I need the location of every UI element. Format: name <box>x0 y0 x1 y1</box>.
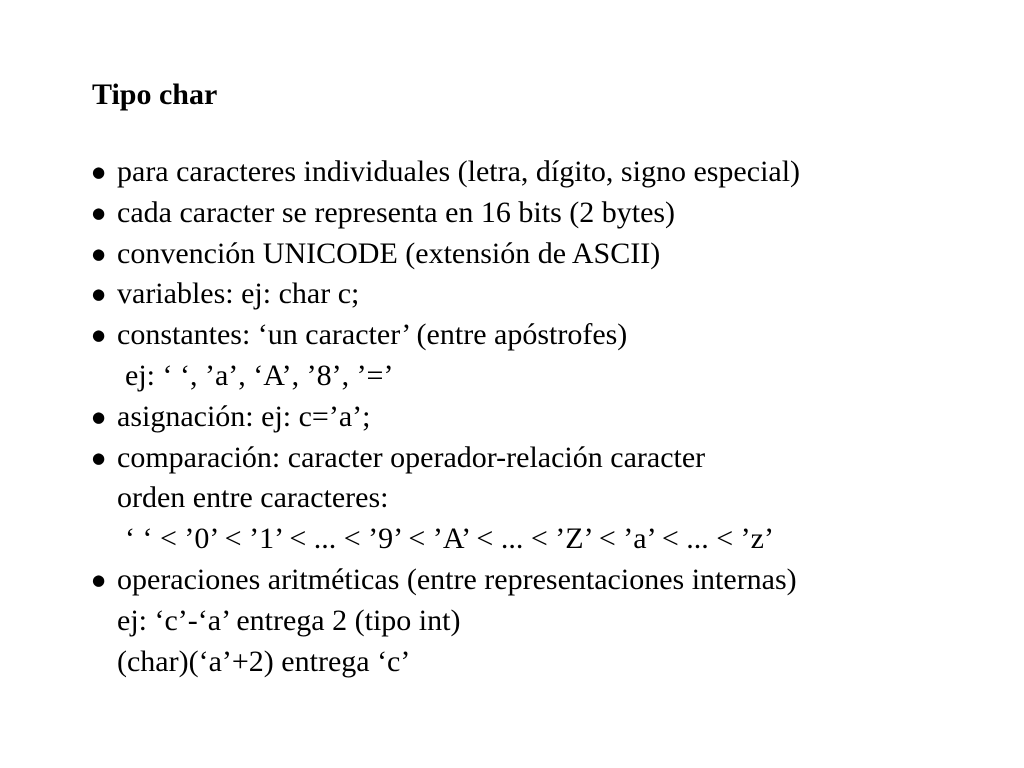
bullet-icon: ● <box>92 326 106 345</box>
bullet-icon: ● <box>92 163 106 181</box>
list-item <box>92 193 992 234</box>
item-text: comparación: caracter operador-relación caracter <box>117 440 706 474</box>
bullet-icon: ● <box>92 407 106 426</box>
bullet-icon: ● <box>92 448 106 467</box>
bullet-icon: ● <box>92 285 106 304</box>
list-item <box>92 438 992 560</box>
list-item <box>92 315 992 397</box>
bullet-icon: ● <box>92 203 106 222</box>
item-text: constantes: ‘un caracter’ (entre apóstrofes) <box>117 318 628 352</box>
list-item <box>92 152 992 193</box>
bullet-icon: ● <box>92 570 106 589</box>
bullet-list <box>92 152 992 682</box>
list-item <box>92 397 992 438</box>
item-subtext: ej: ‘c’-‘a’ entrega 2 (tipo int) <box>117 603 461 637</box>
item-subtext: ej: ‘ ‘, ’a’, ‘A’, ’8’, ’=’ <box>125 358 394 392</box>
item-subtext: ‘ ‘ < ’0’ < ’1’ < ... < ’9’ < ’A’ < ... < ’Z’ < ’a’ < ... < ’z’ <box>125 522 774 556</box>
item-text: variables: ej: char c; <box>117 277 360 311</box>
item-text: cada caracter se representa en 16 bits (2 bytes) <box>117 195 676 229</box>
list-item <box>92 560 992 682</box>
item-text: convención UNICODE (extensión de ASCII) <box>117 236 661 270</box>
list-item <box>92 274 992 315</box>
item-text: para caracteres individuales (letra, dígito, signo especial) <box>117 155 801 188</box>
item-subtext: (char)(‘a’+2) entrega ‘c’ <box>117 644 411 678</box>
list-item <box>92 234 992 275</box>
slide-title: Tipo char <box>92 78 218 111</box>
item-text: asignación: ej: c=’a’; <box>117 399 371 433</box>
bullet-icon: ● <box>92 244 106 263</box>
item-text: operaciones aritméticas (entre representaciones internas) <box>117 562 797 596</box>
item-subtext: orden entre caracteres: <box>117 481 389 515</box>
